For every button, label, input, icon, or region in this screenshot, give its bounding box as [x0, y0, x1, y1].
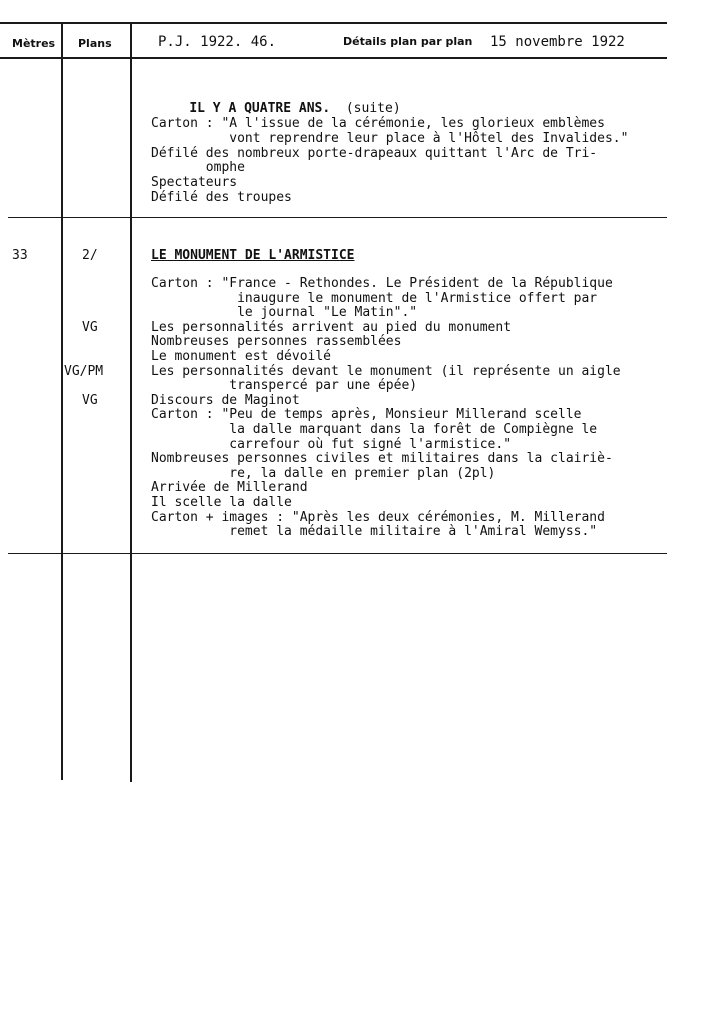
section2-line: re, la dalle en premier plan (2pl): [151, 465, 496, 481]
section2-line: Le monument est dévoilé: [151, 349, 332, 364]
section2-metres: 33: [12, 248, 28, 263]
section2-line: Nombreuses personnes civiles et militaires dans la clairiè-: [151, 451, 613, 467]
section1-line: omphe: [151, 160, 245, 176]
section2-line: Carton + images : "Après les deux cérémonies, M. Millerand: [151, 509, 605, 525]
section1-line: Défilé des troupes: [151, 190, 292, 205]
section2-rule: [8, 553, 667, 554]
section2-line: Il scelle la dalle: [151, 495, 292, 510]
section1-line: vont reprendre leur place à l'Hôtel des Invalides.": [151, 130, 629, 146]
section2-line: Carton : "Peu de temps après, Monsieur Millerand scelle: [151, 407, 582, 423]
section2-line: Carton : "France - Rethondes. Le Président de la République: [151, 276, 613, 291]
section2-line: inaugure le monument de l'Armistice offert par: [151, 290, 598, 306]
metres-plans-divider: [61, 22, 63, 780]
section2-line: carrefour où fut signé l'armistice.": [151, 436, 512, 452]
section2-plan-label: VG/PM: [64, 363, 104, 379]
top-rule: [0, 22, 667, 24]
section1-line: Défilé des nombreux porte-drapeaux quittant l'Arc de Tri-: [151, 145, 598, 161]
header-rule: [0, 57, 667, 59]
section1-title: IL Y A QUATRE ANS.: [189, 101, 331, 116]
section2-line: Discours de Maginot: [151, 392, 300, 408]
section2-line: Les personnalités arrivent au pied du monument: [151, 319, 512, 335]
section2-plan-label: VG: [82, 392, 98, 408]
header-ref: P.J. 1922. 46.: [158, 34, 277, 50]
header-date: 15 novembre 1922: [490, 34, 625, 50]
section1-line: Spectateurs: [151, 175, 238, 191]
header-details: Détails plan par plan: [343, 35, 473, 48]
section1-suffix: (suite): [345, 101, 401, 116]
section1-line: Carton : "A l'issue de la cérémonie, les glorieux emblèmes: [151, 116, 605, 131]
header-plans: Plans: [78, 37, 112, 50]
section2-title: LE MONUMENT DE L'ARMISTICE: [151, 248, 355, 263]
section2-line: Arrivée de Millerand: [151, 480, 308, 496]
header-metres: Mètres: [12, 37, 56, 50]
section2-line: Les personnalités devant le monument (il représente un aigle: [151, 363, 621, 379]
section2-line: le journal "Le Matin".": [151, 305, 418, 321]
section2-line: transpercé par une épée): [151, 378, 418, 394]
section2-plan-first: 2/: [82, 248, 98, 263]
plans-content-divider: [130, 22, 132, 782]
section2-line: Nombreuses personnes rassemblées: [151, 334, 402, 350]
section1-rule: [8, 217, 667, 218]
section2-line: remet la médaille militaire à l'Amiral Wemyss.": [151, 524, 598, 540]
section2-plan-label: VG: [82, 319, 98, 335]
section2-line: la dalle marquant dans la forêt de Compiègne le: [151, 422, 598, 437]
